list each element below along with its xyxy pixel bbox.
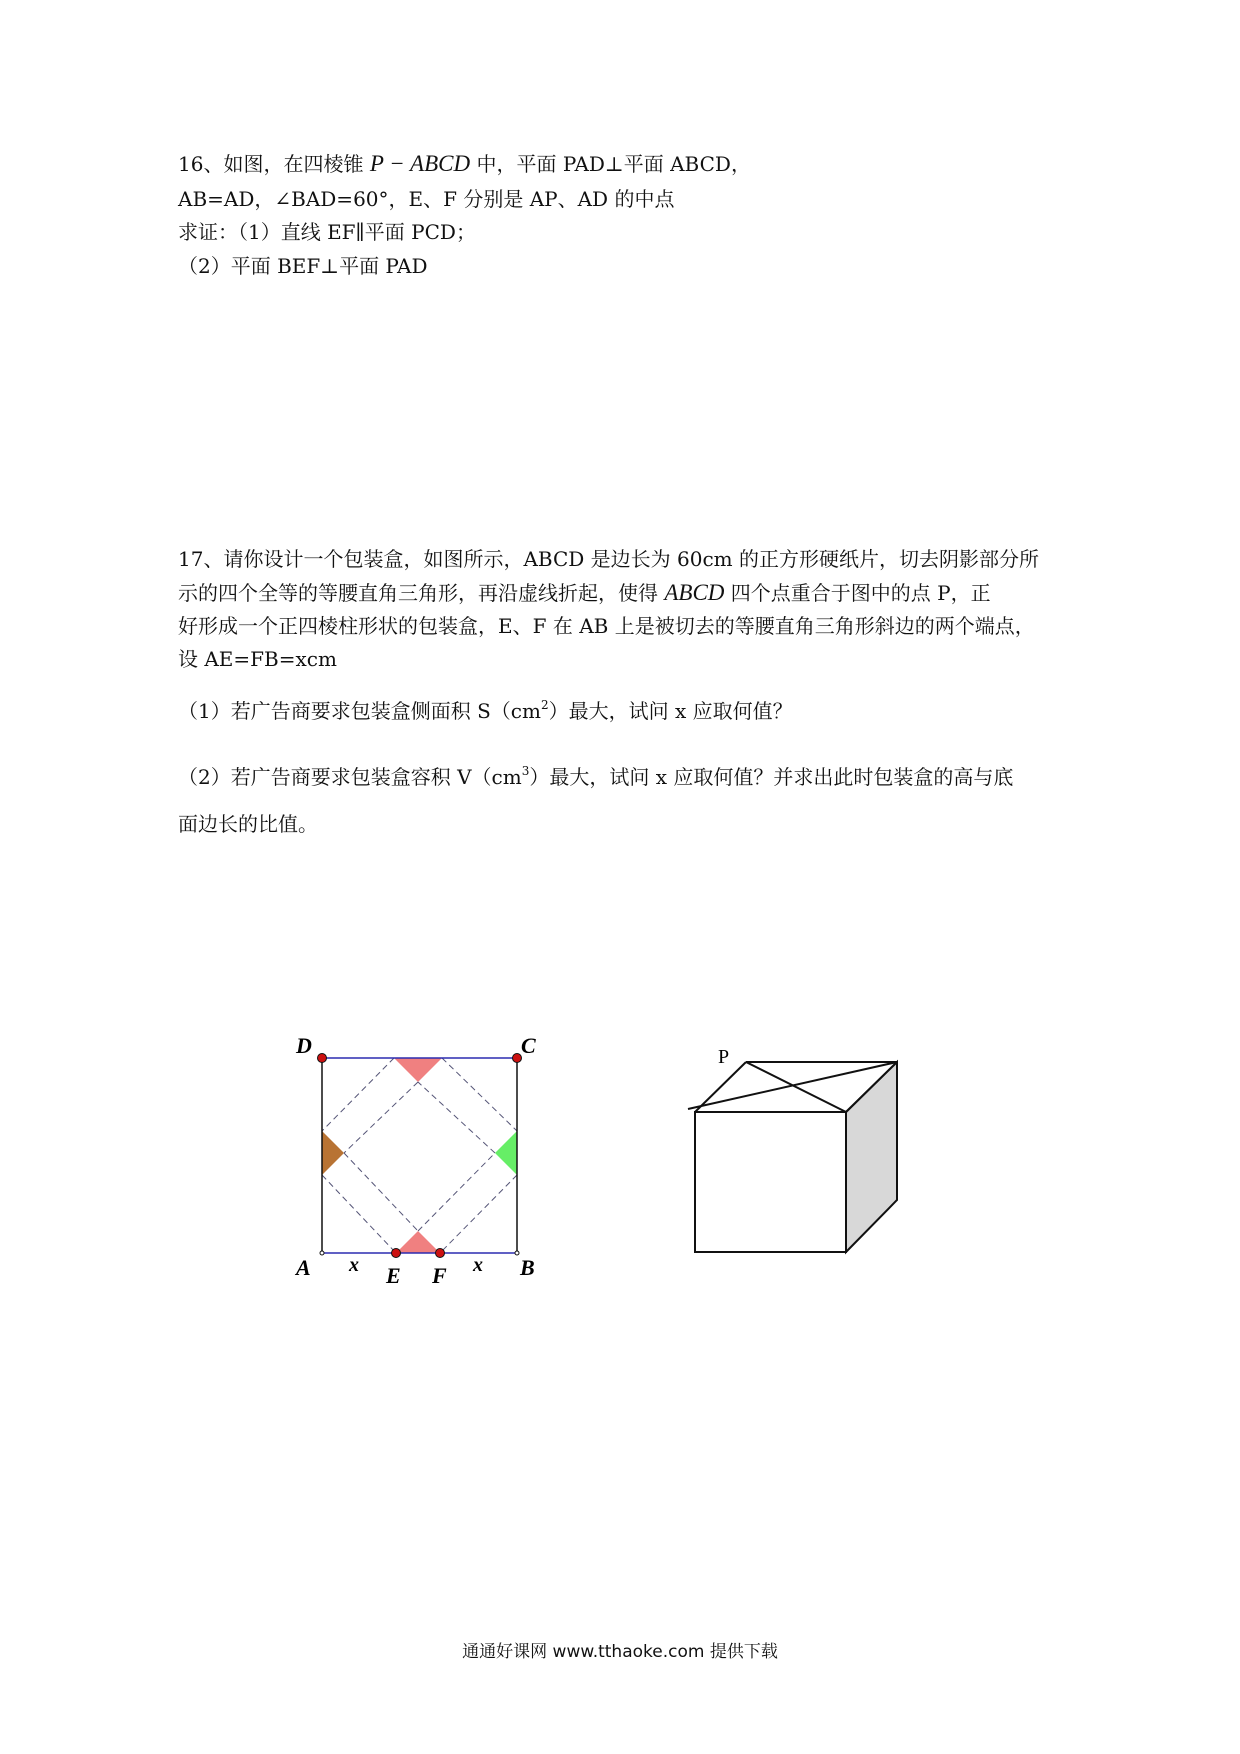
box-side-face xyxy=(846,1062,897,1252)
q16-line-4: （2）平面 BEF⊥平面 PAD xyxy=(178,254,428,278)
box-figure xyxy=(680,1040,910,1270)
label-d: D xyxy=(296,1033,312,1058)
q17-part-1 xyxy=(178,697,793,728)
label-c: C xyxy=(521,1033,536,1058)
q17-line-2 xyxy=(178,579,991,607)
point-d xyxy=(318,1054,327,1063)
fold-lines xyxy=(322,1058,517,1253)
right-cut-triangle xyxy=(495,1131,517,1175)
q17-line-3: 好形成一个正四棱柱形状的包装盒，E、F 在 AB 上是被切去的等腰直角三角形斜边的两个端点， xyxy=(178,614,1035,638)
q16-text: 16、如图，在四棱锥 xyxy=(178,152,364,176)
q16-line-2: AB=AD，∠BAD=60°，E、F 分别是 AP、AD 的中点 xyxy=(178,187,675,211)
point-a xyxy=(320,1251,324,1255)
footer-watermark: 通通好课网 www.tthaoke.com 提供下载 xyxy=(462,1642,778,1662)
square-cutout-figure xyxy=(285,1020,565,1290)
q17-text: ）最大，试问 x 应取何值？ xyxy=(548,699,793,723)
q16-text: 中，平面 PAD⊥平面 ABCD， xyxy=(476,152,751,176)
left-cut-triangle xyxy=(322,1131,344,1175)
q17-superscript: 3 xyxy=(521,764,530,778)
label-f: F xyxy=(432,1263,447,1288)
label-p: P xyxy=(718,1046,730,1068)
q17-superscript: 2 xyxy=(540,698,549,712)
q16-math-pabcd: P − ABCD xyxy=(369,151,471,176)
q17-text: （2）若广告商要求包装盒容积 V（cm xyxy=(178,765,522,789)
label-x-left: x xyxy=(349,1254,359,1276)
label-e: E xyxy=(386,1263,401,1288)
q17-text: （1）若广告商要求包装盒侧面积 S（cm xyxy=(178,699,541,723)
label-a: A xyxy=(296,1255,311,1280)
q17-line-1: 17、请你设计一个包装盒，如图所示，ABCD 是边长为 60cm 的正方形硬纸片，切去阴影部分所 xyxy=(178,547,1039,571)
q17-line-4: 设 AE=FB=xcm xyxy=(178,647,337,671)
q16-line-3: 求证：（1）直线 EF∥平面 PCD； xyxy=(178,220,476,244)
box-front-face xyxy=(695,1112,846,1252)
q17-text: 四个点重合于图中的点 P，正 xyxy=(730,581,991,605)
q17-text: ）最大，试问 x 应取何值？并求出此时包装盒的高与底 xyxy=(529,765,1014,789)
point-f xyxy=(436,1249,445,1258)
label-b: B xyxy=(520,1255,535,1280)
q16-line-1 xyxy=(178,150,751,178)
point-e xyxy=(392,1249,401,1258)
bottom-cut-triangle xyxy=(396,1231,440,1253)
top-cut-triangle xyxy=(394,1058,442,1082)
q17-text: 示的四个全等的等腰直角三角形，再沿虚线折起，使得 xyxy=(178,581,658,605)
point-b xyxy=(515,1251,519,1255)
q17-math-abcd: ABCD xyxy=(664,580,725,605)
label-x-right: x xyxy=(473,1254,483,1276)
q17-part-2 xyxy=(178,763,1013,794)
q17-part-2-line-2: 面边长的比值。 xyxy=(178,812,318,836)
